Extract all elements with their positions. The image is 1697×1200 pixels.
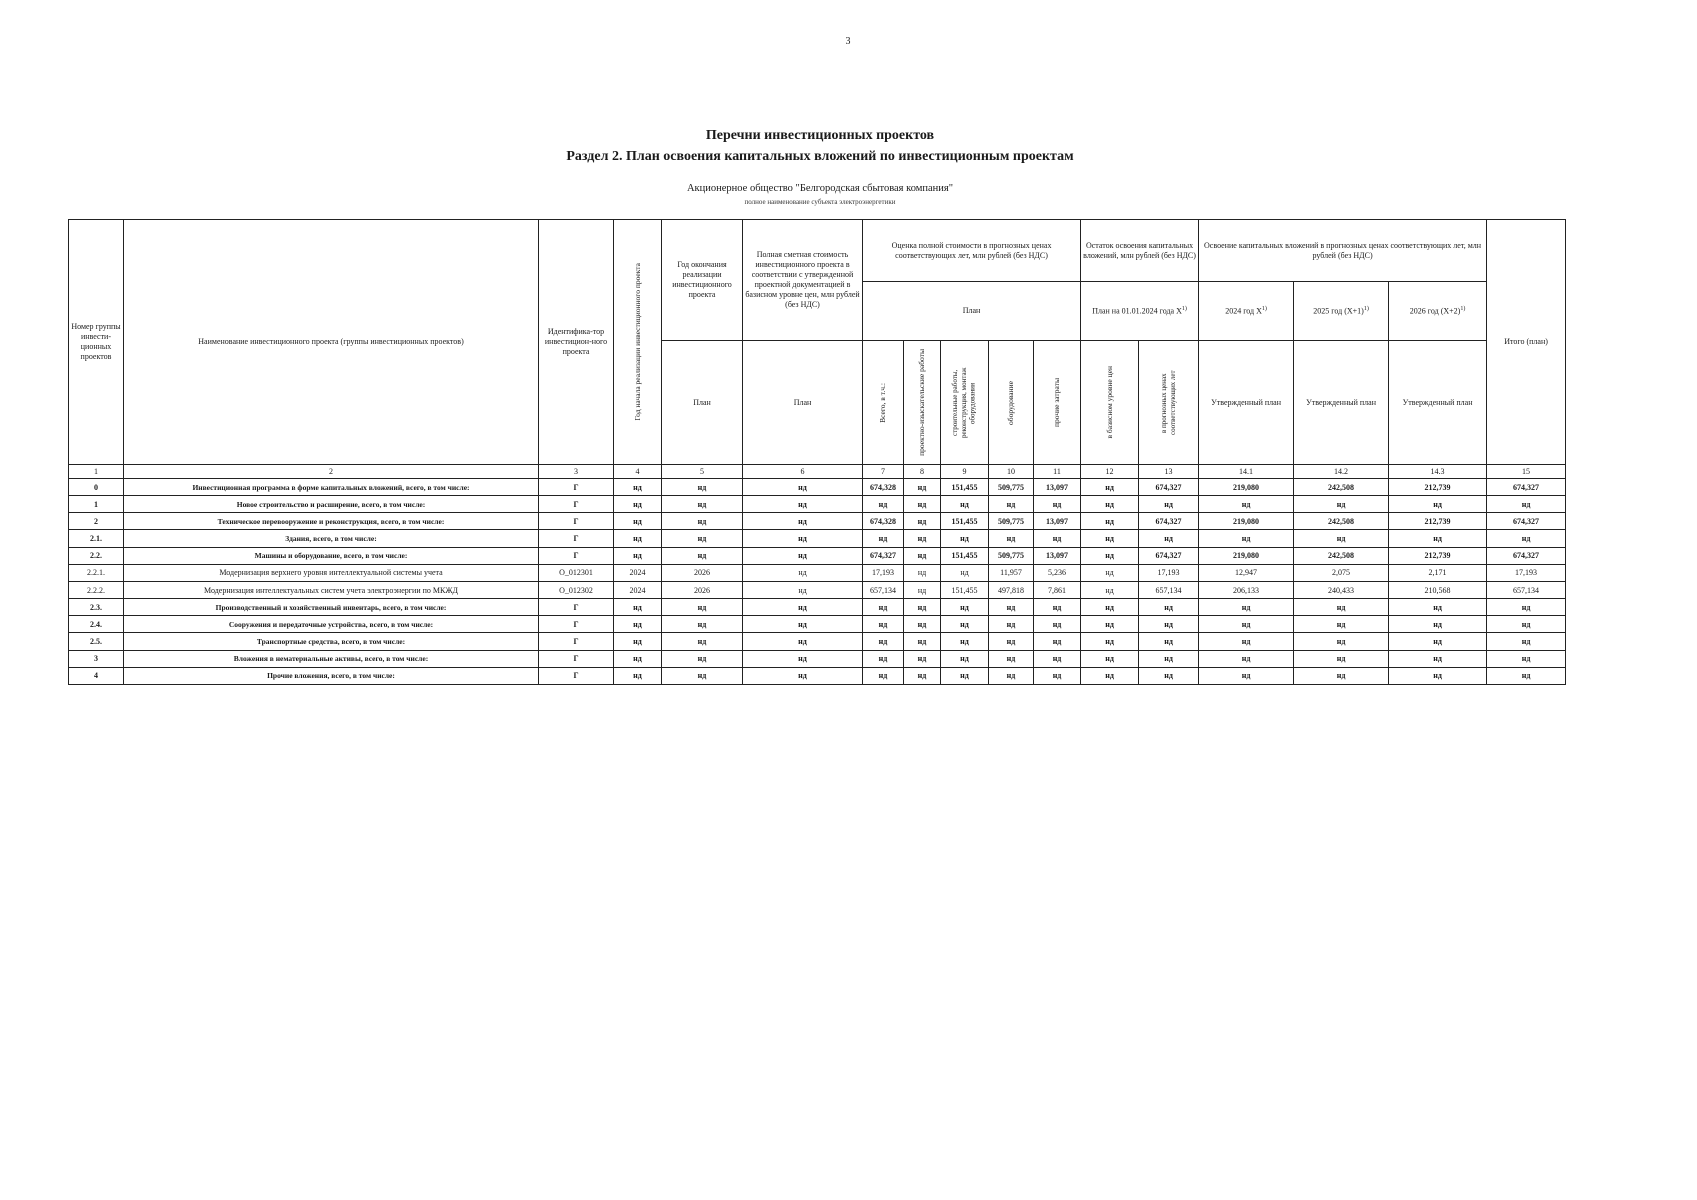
header-year-2026: 2026 год $(X+2)^{1)}$: [1389, 282, 1487, 341]
total-plan: нд: [1487, 650, 1566, 667]
start-year: нд: [614, 616, 662, 633]
column-number: 10: [989, 465, 1034, 479]
project-name: Прочие вложения, всего, в том числе:: [124, 667, 539, 684]
other-cost: 5,236: [1034, 564, 1081, 581]
table-row: [69, 564, 1566, 581]
other-cost: 7,861: [1034, 581, 1081, 598]
remaining-forecast: 674,327: [1139, 547, 1199, 564]
equipment-cost: 509,775: [989, 513, 1034, 530]
total-cost: нд: [863, 496, 904, 513]
total-plan: 674,327: [1487, 513, 1566, 530]
project-name: Производственный и хозяйственный инвентарь, всего, в том числе:: [124, 599, 539, 616]
project-name: Транспортные средства, всего, в том числе:: [124, 633, 539, 650]
estimate-cost: нд: [743, 496, 863, 513]
design-cost: нд: [904, 547, 941, 564]
header-approved-plan-2024: Утвержденный план: [1199, 341, 1294, 465]
plan-2025: нд: [1294, 599, 1389, 616]
project-id: O_012301: [539, 564, 614, 581]
construction-cost: нд: [941, 564, 989, 581]
table-row: [69, 581, 1566, 598]
estimate-cost: нд: [743, 530, 863, 547]
plan-2024: нд: [1199, 650, 1294, 667]
section-title: Раздел 2. План освоения капитальных вложений по инвестиционным проектам: [566, 149, 1074, 164]
estimate-cost: нд: [743, 513, 863, 530]
other-cost: нд: [1034, 599, 1081, 616]
row-number: 2.2.2.: [69, 581, 124, 598]
header-year-2024: 2024 год $X^{1)}$: [1199, 282, 1294, 341]
remaining-base: нд: [1081, 599, 1139, 616]
other-cost: нд: [1034, 616, 1081, 633]
plan-2025: нд: [1294, 667, 1389, 684]
construction-cost: 151,455: [941, 479, 989, 496]
row-number: 4: [69, 667, 124, 684]
plan-2024: нд: [1199, 667, 1294, 684]
row-number: 2.2.1.: [69, 564, 124, 581]
row-number: 2.5.: [69, 633, 124, 650]
total-cost: 674,328: [863, 513, 904, 530]
remaining-base: нд: [1081, 479, 1139, 496]
project-id: Г: [539, 547, 614, 564]
construction-cost: нд: [941, 496, 989, 513]
column-number: 2: [124, 465, 539, 479]
plan-2024: 206,133: [1199, 581, 1294, 598]
project-name: Модернизация интеллектуальных систем учета электроэнергии по МКЖД: [124, 581, 539, 598]
construction-cost: нд: [941, 599, 989, 616]
table-row: [69, 633, 1566, 650]
column-number: 14.2: [1294, 465, 1389, 479]
end-year: нд: [662, 547, 743, 564]
total-plan: нд: [1487, 530, 1566, 547]
estimate-cost: нд: [743, 616, 863, 633]
header-base-prices: в базисном уровне цен: [1081, 341, 1139, 465]
row-number: 2.1.: [69, 530, 124, 547]
plan-2025: нд: [1294, 616, 1389, 633]
project-name: Инвестиционная программа в форме капитальных вложений, всего, в том числе:: [124, 479, 539, 496]
header-plan-estimate: План: [743, 341, 863, 465]
plan-2026: 212,739: [1389, 479, 1487, 496]
table-body: [69, 479, 1566, 685]
row-number: 2.3.: [69, 599, 124, 616]
equipment-cost: нд: [989, 599, 1034, 616]
remaining-base: нд: [1081, 633, 1139, 650]
table-row: [69, 599, 1566, 616]
project-name: Здания, всего, в том числе:: [124, 530, 539, 547]
total-plan: нд: [1487, 496, 1566, 513]
other-cost: нд: [1034, 650, 1081, 667]
remaining-forecast: 17,193: [1139, 564, 1199, 581]
other-cost: 13,097: [1034, 479, 1081, 496]
design-cost: нд: [904, 599, 941, 616]
total-cost: нд: [863, 650, 904, 667]
plan-2024: 219,080: [1199, 547, 1294, 564]
construction-cost: 151,455: [941, 513, 989, 530]
table-row: [69, 616, 1566, 633]
header-plan-date: План на 01.01.2024 года $X^{1)}$: [1081, 282, 1199, 341]
equipment-cost: нд: [989, 633, 1034, 650]
project-id: Г: [539, 496, 614, 513]
estimate-cost: нд: [743, 599, 863, 616]
start-year: нд: [614, 667, 662, 684]
page-number: 3: [845, 36, 851, 47]
plan-2024: 219,080: [1199, 479, 1294, 496]
header-start-year: Год начала реализации инвестиционного проекта: [614, 220, 662, 465]
equipment-cost: нд: [989, 616, 1034, 633]
header-full-cost: Оценка полной стоимости в прогнозных ценах соответствующих лет, млн рублей (без НДС): [863, 220, 1081, 282]
plan-2026: 210,568: [1389, 581, 1487, 598]
column-number: 6: [743, 465, 863, 479]
remaining-base: нд: [1081, 496, 1139, 513]
plan-2026: нд: [1389, 633, 1487, 650]
total-cost: нд: [863, 616, 904, 633]
project-name: Машины и оборудование, всего, в том числе:: [124, 547, 539, 564]
column-number: 4: [614, 465, 662, 479]
header-plan-end: План: [662, 341, 743, 465]
project-id: Г: [539, 633, 614, 650]
total-plan: 17,193: [1487, 564, 1566, 581]
design-cost: нд: [904, 513, 941, 530]
remaining-forecast: 674,327: [1139, 479, 1199, 496]
total-plan: нд: [1487, 616, 1566, 633]
column-number: 13: [1139, 465, 1199, 479]
plan-2025: нд: [1294, 496, 1389, 513]
end-year: нд: [662, 479, 743, 496]
plan-2025: 240,433: [1294, 581, 1389, 598]
start-year: нд: [614, 547, 662, 564]
remaining-base: нд: [1081, 616, 1139, 633]
organization-caption: полное наименование субъекта электроэнергетики: [744, 198, 896, 206]
equipment-cost: 11,957: [989, 564, 1034, 581]
end-year: нд: [662, 530, 743, 547]
plan-2025: 2,075: [1294, 564, 1389, 581]
end-year: нд: [662, 616, 743, 633]
other-cost: 13,097: [1034, 513, 1081, 530]
plan-2025: нд: [1294, 650, 1389, 667]
estimate-cost: нд: [743, 581, 863, 598]
header-plan: План: [863, 282, 1081, 341]
header-development: Освоение капитальных вложений в прогнозных ценах соответствующих лет, млн рублей (без НДС): [1199, 220, 1487, 282]
equipment-cost: нд: [989, 530, 1034, 547]
plan-2024: 219,080: [1199, 513, 1294, 530]
end-year: нд: [662, 650, 743, 667]
total-plan: нд: [1487, 633, 1566, 650]
remaining-forecast: нд: [1139, 530, 1199, 547]
design-cost: нд: [904, 650, 941, 667]
plan-2024: нд: [1199, 496, 1294, 513]
column-number: 14.3: [1389, 465, 1487, 479]
project-id: Г: [539, 513, 614, 530]
remaining-forecast: 657,134: [1139, 581, 1199, 598]
plan-2026: нд: [1389, 650, 1487, 667]
remaining-forecast: нд: [1139, 599, 1199, 616]
total-plan: нд: [1487, 599, 1566, 616]
project-id: Г: [539, 650, 614, 667]
equipment-cost: нд: [989, 650, 1034, 667]
row-number: 0: [69, 479, 124, 496]
start-year: нд: [614, 633, 662, 650]
remaining-forecast: 674,327: [1139, 513, 1199, 530]
start-year: нд: [614, 513, 662, 530]
plan-2025: нд: [1294, 530, 1389, 547]
remaining-base: нд: [1081, 530, 1139, 547]
construction-cost: 151,455: [941, 547, 989, 564]
construction-cost: нд: [941, 650, 989, 667]
estimate-cost: нд: [743, 547, 863, 564]
plan-2024: 12,947: [1199, 564, 1294, 581]
other-cost: 13,097: [1034, 547, 1081, 564]
header-design-works: проектно-изыскательские работы: [904, 341, 941, 465]
design-cost: нд: [904, 616, 941, 633]
plan-2026: нд: [1389, 667, 1487, 684]
construction-cost: нд: [941, 616, 989, 633]
table-row: [69, 496, 1566, 513]
header-remaining: Остаток освоения капитальных вложений, млн рублей (без НДС): [1081, 220, 1199, 282]
page-title: Перечни инвестиционных проектов: [705, 128, 935, 143]
column-number: 7: [863, 465, 904, 479]
equipment-cost: нд: [989, 667, 1034, 684]
project-id: Г: [539, 530, 614, 547]
equipment-cost: 497,818: [989, 581, 1034, 598]
remaining-base: нд: [1081, 667, 1139, 684]
construction-cost: 151,455: [941, 581, 989, 598]
total-cost: нд: [863, 530, 904, 547]
investment-table: [68, 219, 1566, 685]
row-number: 2: [69, 513, 124, 530]
header-identifier: Идентифика-тор инвестицион-ного проекта: [539, 220, 614, 465]
plan-2026: 212,739: [1389, 513, 1487, 530]
other-cost: нд: [1034, 496, 1081, 513]
design-cost: нд: [904, 633, 941, 650]
plan-2025: 242,508: [1294, 513, 1389, 530]
start-year: нд: [614, 479, 662, 496]
header-group-number: Номер группы инвести-ционных проектов: [69, 220, 124, 465]
total-cost: 657,134: [863, 581, 904, 598]
total-cost: нд: [863, 599, 904, 616]
project-id: O_012302: [539, 581, 614, 598]
other-cost: нд: [1034, 667, 1081, 684]
project-name: Сооружения и передаточные устройства, всего, в том числе:: [124, 616, 539, 633]
header-forecast-prices: в прогнозных ценах соответствующих лет: [1139, 341, 1199, 465]
table-row: [69, 530, 1566, 547]
total-cost: нд: [863, 667, 904, 684]
header-other-costs: прочие затраты: [1034, 341, 1081, 465]
column-number: 1: [69, 465, 124, 479]
equipment-cost: 509,775: [989, 479, 1034, 496]
construction-cost: нд: [941, 633, 989, 650]
design-cost: нд: [904, 581, 941, 598]
table-row: [69, 479, 1566, 496]
project-id: Г: [539, 599, 614, 616]
organization-name: Акционерное общество "Белгородская сбытовая компания": [686, 183, 954, 194]
project-name: Техническое перевооружение и реконструкция, всего, в том числе:: [124, 513, 539, 530]
total-plan: 674,327: [1487, 547, 1566, 564]
row-number: 2.4.: [69, 616, 124, 633]
row-number: 1: [69, 496, 124, 513]
plan-2026: 2,171: [1389, 564, 1487, 581]
plan-2025: нд: [1294, 633, 1389, 650]
plan-2026: нд: [1389, 530, 1487, 547]
project-id: Г: [539, 616, 614, 633]
start-year: нд: [614, 496, 662, 513]
project-name: Вложения в нематериальные активы, всего, в том числе:: [124, 650, 539, 667]
header-equipment: оборудование: [989, 341, 1034, 465]
row-number: 2.2.: [69, 547, 124, 564]
remaining-base: нд: [1081, 547, 1139, 564]
other-cost: нд: [1034, 530, 1081, 547]
project-id: Г: [539, 667, 614, 684]
total-cost: 674,327: [863, 547, 904, 564]
column-number: 15: [1487, 465, 1566, 479]
total-cost: 674,328: [863, 479, 904, 496]
column-number: 14.1: [1199, 465, 1294, 479]
construction-cost: нд: [941, 667, 989, 684]
end-year: нд: [662, 667, 743, 684]
header-construction-works: строительные работы, реконструкция, монтаж оборудования: [941, 341, 989, 465]
remaining-base: нд: [1081, 564, 1139, 581]
construction-cost: нд: [941, 530, 989, 547]
table-row: [69, 547, 1566, 564]
design-cost: нд: [904, 667, 941, 684]
remaining-forecast: нд: [1139, 616, 1199, 633]
end-year: нд: [662, 599, 743, 616]
total-cost: 17,193: [863, 564, 904, 581]
column-number-row: [69, 465, 1566, 479]
plan-2026: нд: [1389, 496, 1487, 513]
table-row: [69, 650, 1566, 667]
column-number: 8: [904, 465, 941, 479]
table-row: [69, 667, 1566, 684]
column-number: 5: [662, 465, 743, 479]
estimate-cost: нд: [743, 667, 863, 684]
end-year: нд: [662, 633, 743, 650]
plan-2026: нд: [1389, 599, 1487, 616]
start-year: нд: [614, 530, 662, 547]
estimate-cost: нд: [743, 650, 863, 667]
project-name: Модернизация верхнего уровня интеллектуальной системы учета: [124, 564, 539, 581]
project-name: Новое строительство и расширение, всего, в том числе:: [124, 496, 539, 513]
design-cost: нд: [904, 479, 941, 496]
remaining-forecast: нд: [1139, 650, 1199, 667]
header-total-plan: Итого (план): [1487, 220, 1566, 465]
plan-2024: нд: [1199, 599, 1294, 616]
design-cost: нд: [904, 496, 941, 513]
row-number: 3: [69, 650, 124, 667]
remaining-forecast: нд: [1139, 496, 1199, 513]
column-number: 11: [1034, 465, 1081, 479]
project-id: Г: [539, 479, 614, 496]
header-approved-plan-2025: Утвержденный план: [1294, 341, 1389, 465]
column-number: 12: [1081, 465, 1139, 479]
header-approved-plan-2026: Утвержденный план: [1389, 341, 1487, 465]
remaining-forecast: нд: [1139, 667, 1199, 684]
other-cost: нд: [1034, 633, 1081, 650]
estimate-cost: нд: [743, 633, 863, 650]
plan-2025: 242,508: [1294, 547, 1389, 564]
plan-2024: нд: [1199, 616, 1294, 633]
estimate-cost: нд: [743, 479, 863, 496]
total-plan: 674,327: [1487, 479, 1566, 496]
equipment-cost: нд: [989, 496, 1034, 513]
start-year: нд: [614, 599, 662, 616]
column-number: 9: [941, 465, 989, 479]
header-total-incl: Всего, в т.ч.:: [863, 341, 904, 465]
column-number: 3: [539, 465, 614, 479]
end-year: нд: [662, 496, 743, 513]
remaining-base: нд: [1081, 581, 1139, 598]
design-cost: нд: [904, 564, 941, 581]
end-year: нд: [662, 513, 743, 530]
plan-2024: нд: [1199, 530, 1294, 547]
plan-2024: нд: [1199, 633, 1294, 650]
remaining-base: нд: [1081, 650, 1139, 667]
start-year: 2024: [614, 581, 662, 598]
equipment-cost: 509,775: [989, 547, 1034, 564]
table-row: [69, 513, 1566, 530]
total-plan: 657,134: [1487, 581, 1566, 598]
remaining-base: нд: [1081, 513, 1139, 530]
header-project-name: Наименование инвестиционного проекта (группы инвестиционных проектов): [124, 220, 539, 465]
estimate-cost: нд: [743, 564, 863, 581]
header-estimate-cost: Полная сметная стоимость инвестиционного проекта в соответствии с утвержденной проектной документацией в базисном уровне цен, млн рублей (без НДС): [743, 220, 863, 341]
total-plan: нд: [1487, 667, 1566, 684]
plan-2025: 242,508: [1294, 479, 1389, 496]
total-cost: нд: [863, 633, 904, 650]
header-year-2025: 2025 год $(X+1)^{1)}$: [1294, 282, 1389, 341]
design-cost: нд: [904, 530, 941, 547]
start-year: 2024: [614, 564, 662, 581]
header-end-year: Год окончания реализации инвестиционного проекта: [662, 220, 743, 341]
plan-2026: 212,739: [1389, 547, 1487, 564]
start-year: нд: [614, 650, 662, 667]
remaining-forecast: нд: [1139, 633, 1199, 650]
end-year: 2026: [662, 581, 743, 598]
end-year: 2026: [662, 564, 743, 581]
plan-2026: нд: [1389, 616, 1487, 633]
